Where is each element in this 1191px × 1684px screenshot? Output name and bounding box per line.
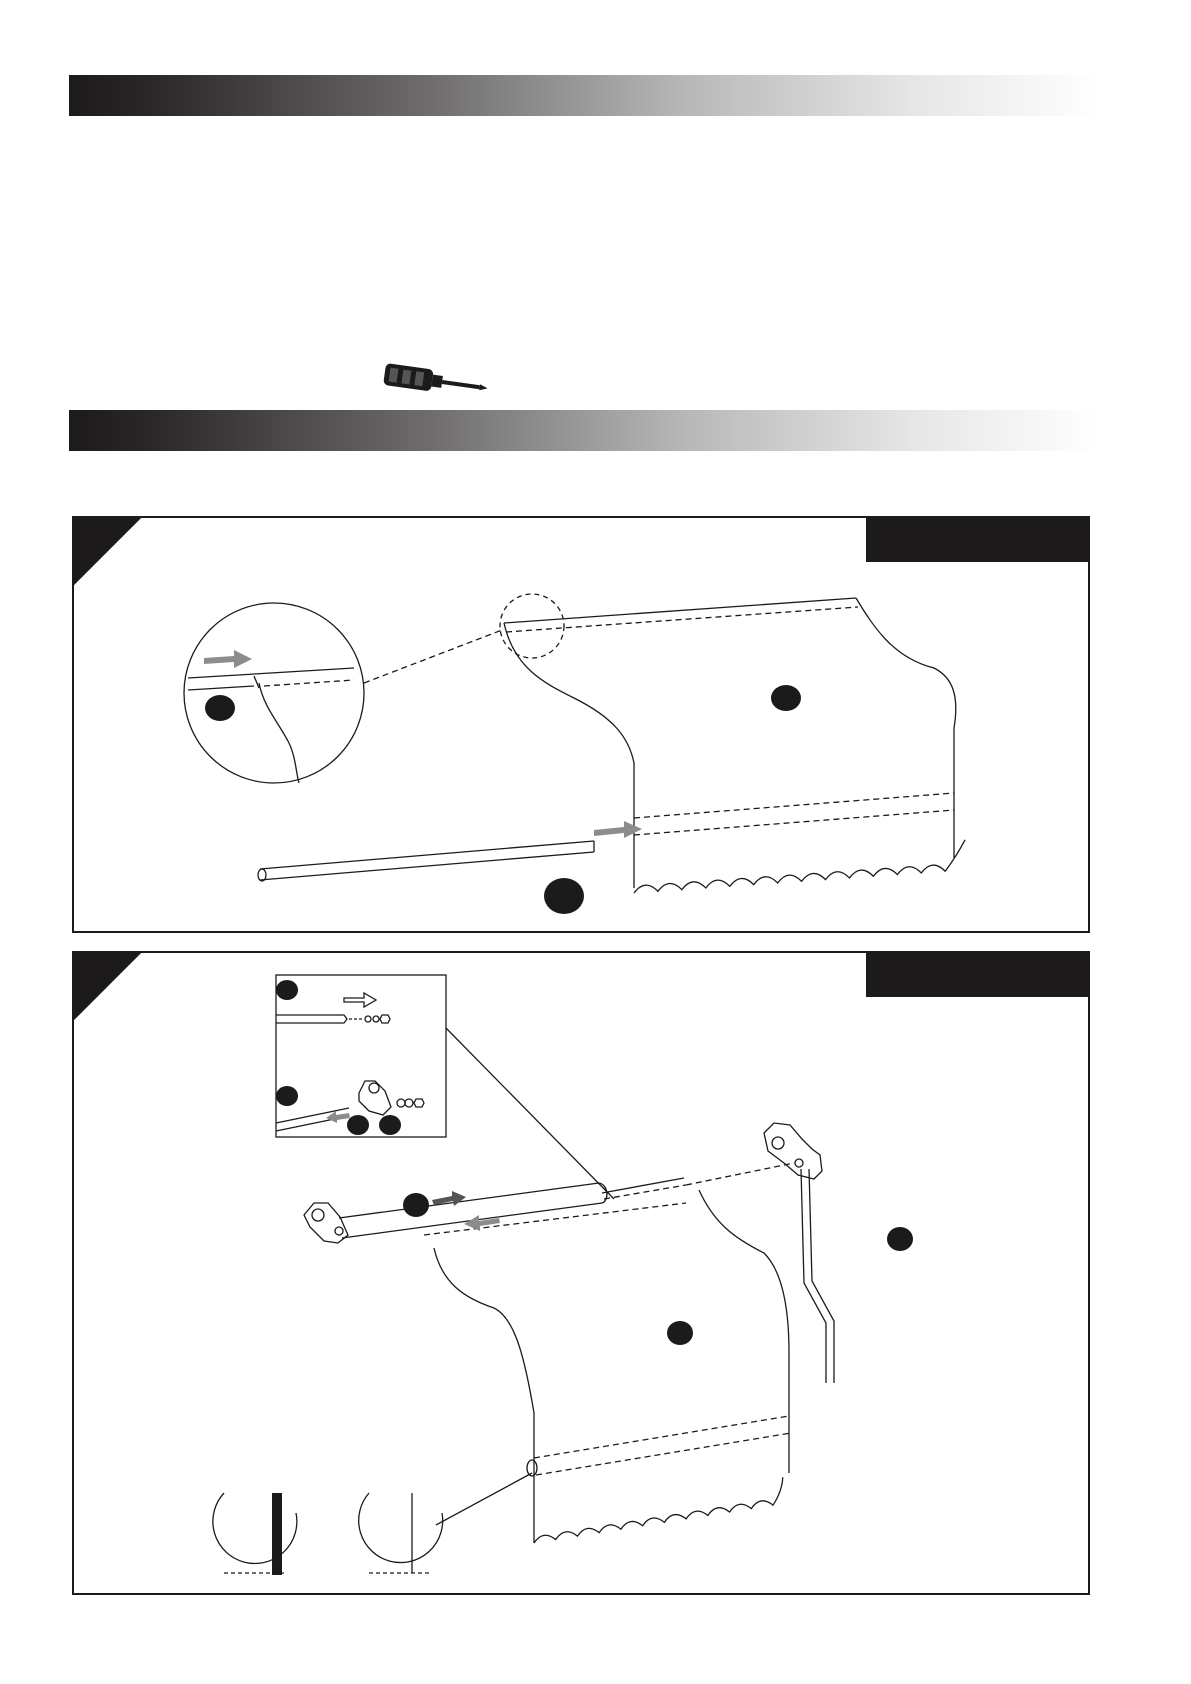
- hem-seam-detail: [272, 1493, 282, 1575]
- part-marker-icon: [276, 1086, 298, 1106]
- part-marker-icon: [667, 1321, 693, 1345]
- step-2-illustration: [74, 953, 1088, 1593]
- section-header-bar-2: [69, 410, 1099, 451]
- part-marker-icon: [379, 1115, 401, 1135]
- part-marker-icon: [771, 685, 801, 711]
- part-marker-icon: [276, 980, 298, 1000]
- part-marker-icon: [347, 1115, 369, 1135]
- instructions-area: [69, 140, 1099, 350]
- arrow-icon: [204, 650, 252, 668]
- part-marker-icon: [403, 1193, 429, 1217]
- section-header-bar: [69, 75, 1099, 116]
- step-2-panel: [72, 951, 1090, 1595]
- step-1-panel: [72, 516, 1090, 933]
- arrow-icon: [326, 1111, 350, 1123]
- screwdriver-icon: [380, 360, 490, 404]
- part-marker-icon: [887, 1227, 913, 1251]
- part-marker-icon: [544, 878, 584, 914]
- part-marker-icon: [205, 695, 235, 721]
- step-1-illustration: [74, 518, 1088, 931]
